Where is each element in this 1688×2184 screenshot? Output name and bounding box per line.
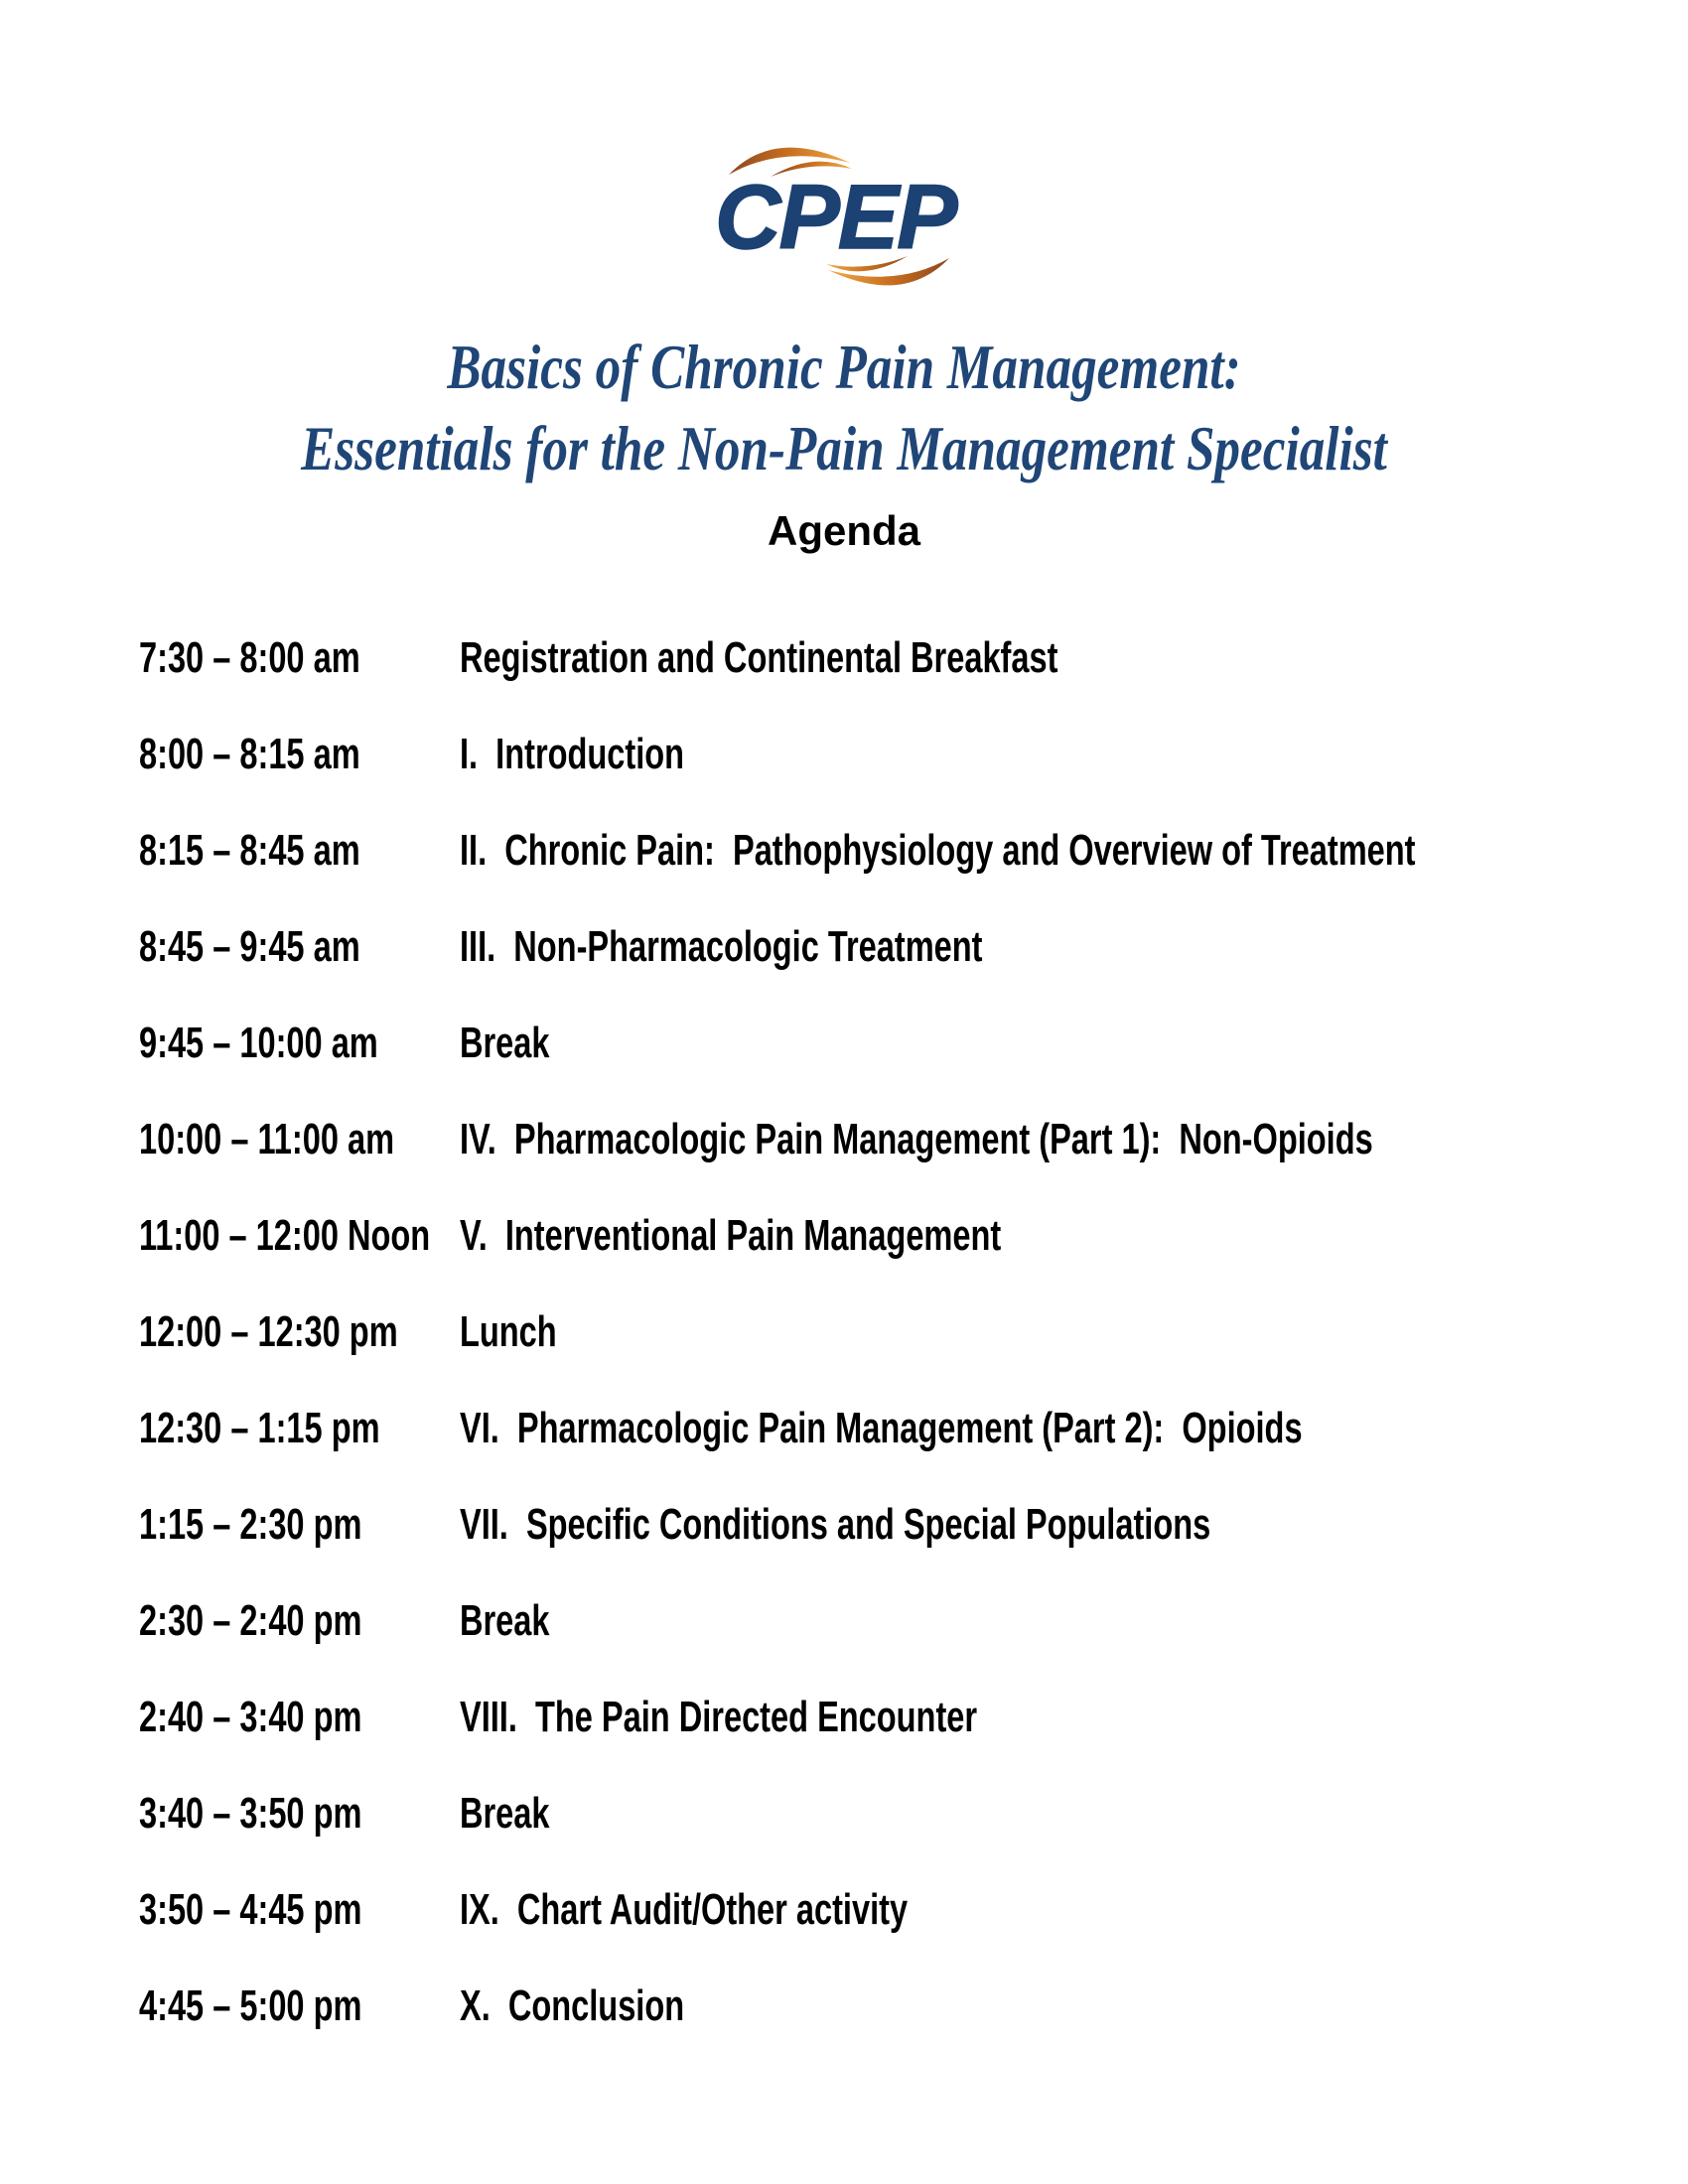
session-cell [460, 730, 1688, 786]
session-text: VIII. The Pain Directed Encounter [460, 1693, 978, 1741]
time-text: 8:45 – 9:45 am [139, 922, 360, 971]
agenda-row [139, 1981, 1688, 2038]
agenda-row [139, 1019, 1688, 1075]
document-title-line1: Basics of Chronic Pain Management: [447, 332, 1241, 402]
agenda-row [139, 1693, 1688, 1749]
session-text: Registration and Continental Breakfast [460, 633, 1058, 682]
session-text: V. Interventional Pain Management [460, 1211, 1002, 1260]
time-text: 11:00 – 12:00 Noon [139, 1211, 431, 1260]
session-cell [460, 633, 1688, 690]
time-text: 2:40 – 3:40 pm [139, 1693, 362, 1741]
agenda-row [139, 1596, 1688, 1653]
time-cell [139, 922, 460, 979]
time-cell [139, 1019, 460, 1075]
agenda-list [0, 633, 1688, 2038]
time-text: 10:00 – 11:00 am [139, 1115, 395, 1163]
agenda-heading: Agenda [767, 507, 920, 554]
session-cell [460, 1211, 1688, 1268]
time-cell [139, 1596, 460, 1653]
agenda-row [139, 1500, 1688, 1557]
session-text: Break [460, 1596, 550, 1645]
session-cell [460, 922, 1688, 979]
time-text: 7:30 – 8:00 am [139, 633, 360, 682]
document-title-line2: Essentials for the Non-Pain Management Specialist [301, 413, 1387, 483]
session-cell [460, 1019, 1688, 1075]
session-text: VII. Specific Conditions and Special Populations [460, 1500, 1211, 1549]
session-cell [460, 1789, 1688, 1845]
session-text: X. Conclusion [460, 1981, 685, 2030]
session-cell [460, 1404, 1688, 1460]
time-text: 2:30 – 2:40 pm [139, 1596, 362, 1645]
session-cell [460, 1981, 1688, 2038]
time-text: 4:45 – 5:00 pm [139, 1981, 362, 2030]
session-cell [460, 1693, 1688, 1749]
time-cell [139, 1885, 460, 1942]
session-cell [460, 1500, 1688, 1557]
time-cell [139, 1307, 460, 1364]
session-cell [460, 1596, 1688, 1653]
agenda-row [139, 826, 1688, 883]
time-text: 12:30 – 1:15 pm [139, 1404, 380, 1452]
time-cell [139, 826, 460, 883]
session-cell [460, 1115, 1688, 1171]
session-text: Break [460, 1019, 550, 1067]
logo-text: CPEP [715, 167, 956, 268]
agenda-row [139, 730, 1688, 786]
session-cell [460, 1307, 1688, 1364]
time-cell [139, 1115, 460, 1171]
session-text: Break [460, 1789, 550, 1838]
time-cell [139, 1789, 460, 1845]
session-text: VI. Pharmacologic Pain Management (Part 2): Opioids [460, 1404, 1303, 1452]
agenda-row [139, 1404, 1688, 1460]
agenda-row [139, 633, 1688, 690]
session-text: III. Non-Pharmacologic Treatment [460, 922, 983, 971]
agenda-row [139, 922, 1688, 979]
session-text: I. Introduction [460, 730, 685, 778]
session-text: IX. Chart Audit/Other activity [460, 1885, 909, 1934]
agenda-row [139, 1789, 1688, 1845]
time-cell [139, 1693, 460, 1749]
time-cell [139, 1500, 460, 1557]
time-cell [139, 1211, 460, 1268]
session-cell [460, 826, 1688, 883]
cpep-logo [0, 0, 1688, 301]
time-cell [139, 1404, 460, 1460]
session-cell [460, 1885, 1688, 1942]
time-cell [139, 1981, 460, 2038]
time-text: 8:15 – 8:45 am [139, 826, 360, 875]
document-title [0, 327, 1688, 489]
time-cell [139, 633, 460, 690]
agenda-row [139, 1211, 1688, 1268]
session-text: II. Chronic Pain: Pathophysiology and Overview of Treatment [460, 826, 1416, 875]
session-text: Lunch [460, 1307, 557, 1356]
time-text: 3:50 – 4:45 pm [139, 1885, 362, 1934]
time-text: 3:40 – 3:50 pm [139, 1789, 362, 1838]
time-text: 1:15 – 2:30 pm [139, 1500, 362, 1549]
session-text: IV. Pharmacologic Pain Management (Part 1): Non-Opioids [460, 1115, 1373, 1163]
time-cell [139, 730, 460, 786]
agenda-row [139, 1307, 1688, 1364]
agenda-row [139, 1885, 1688, 1942]
agenda-row [139, 1115, 1688, 1171]
time-text: 8:00 – 8:15 am [139, 730, 360, 778]
time-text: 12:00 – 12:30 pm [139, 1307, 398, 1356]
time-text: 9:45 – 10:00 am [139, 1019, 378, 1067]
